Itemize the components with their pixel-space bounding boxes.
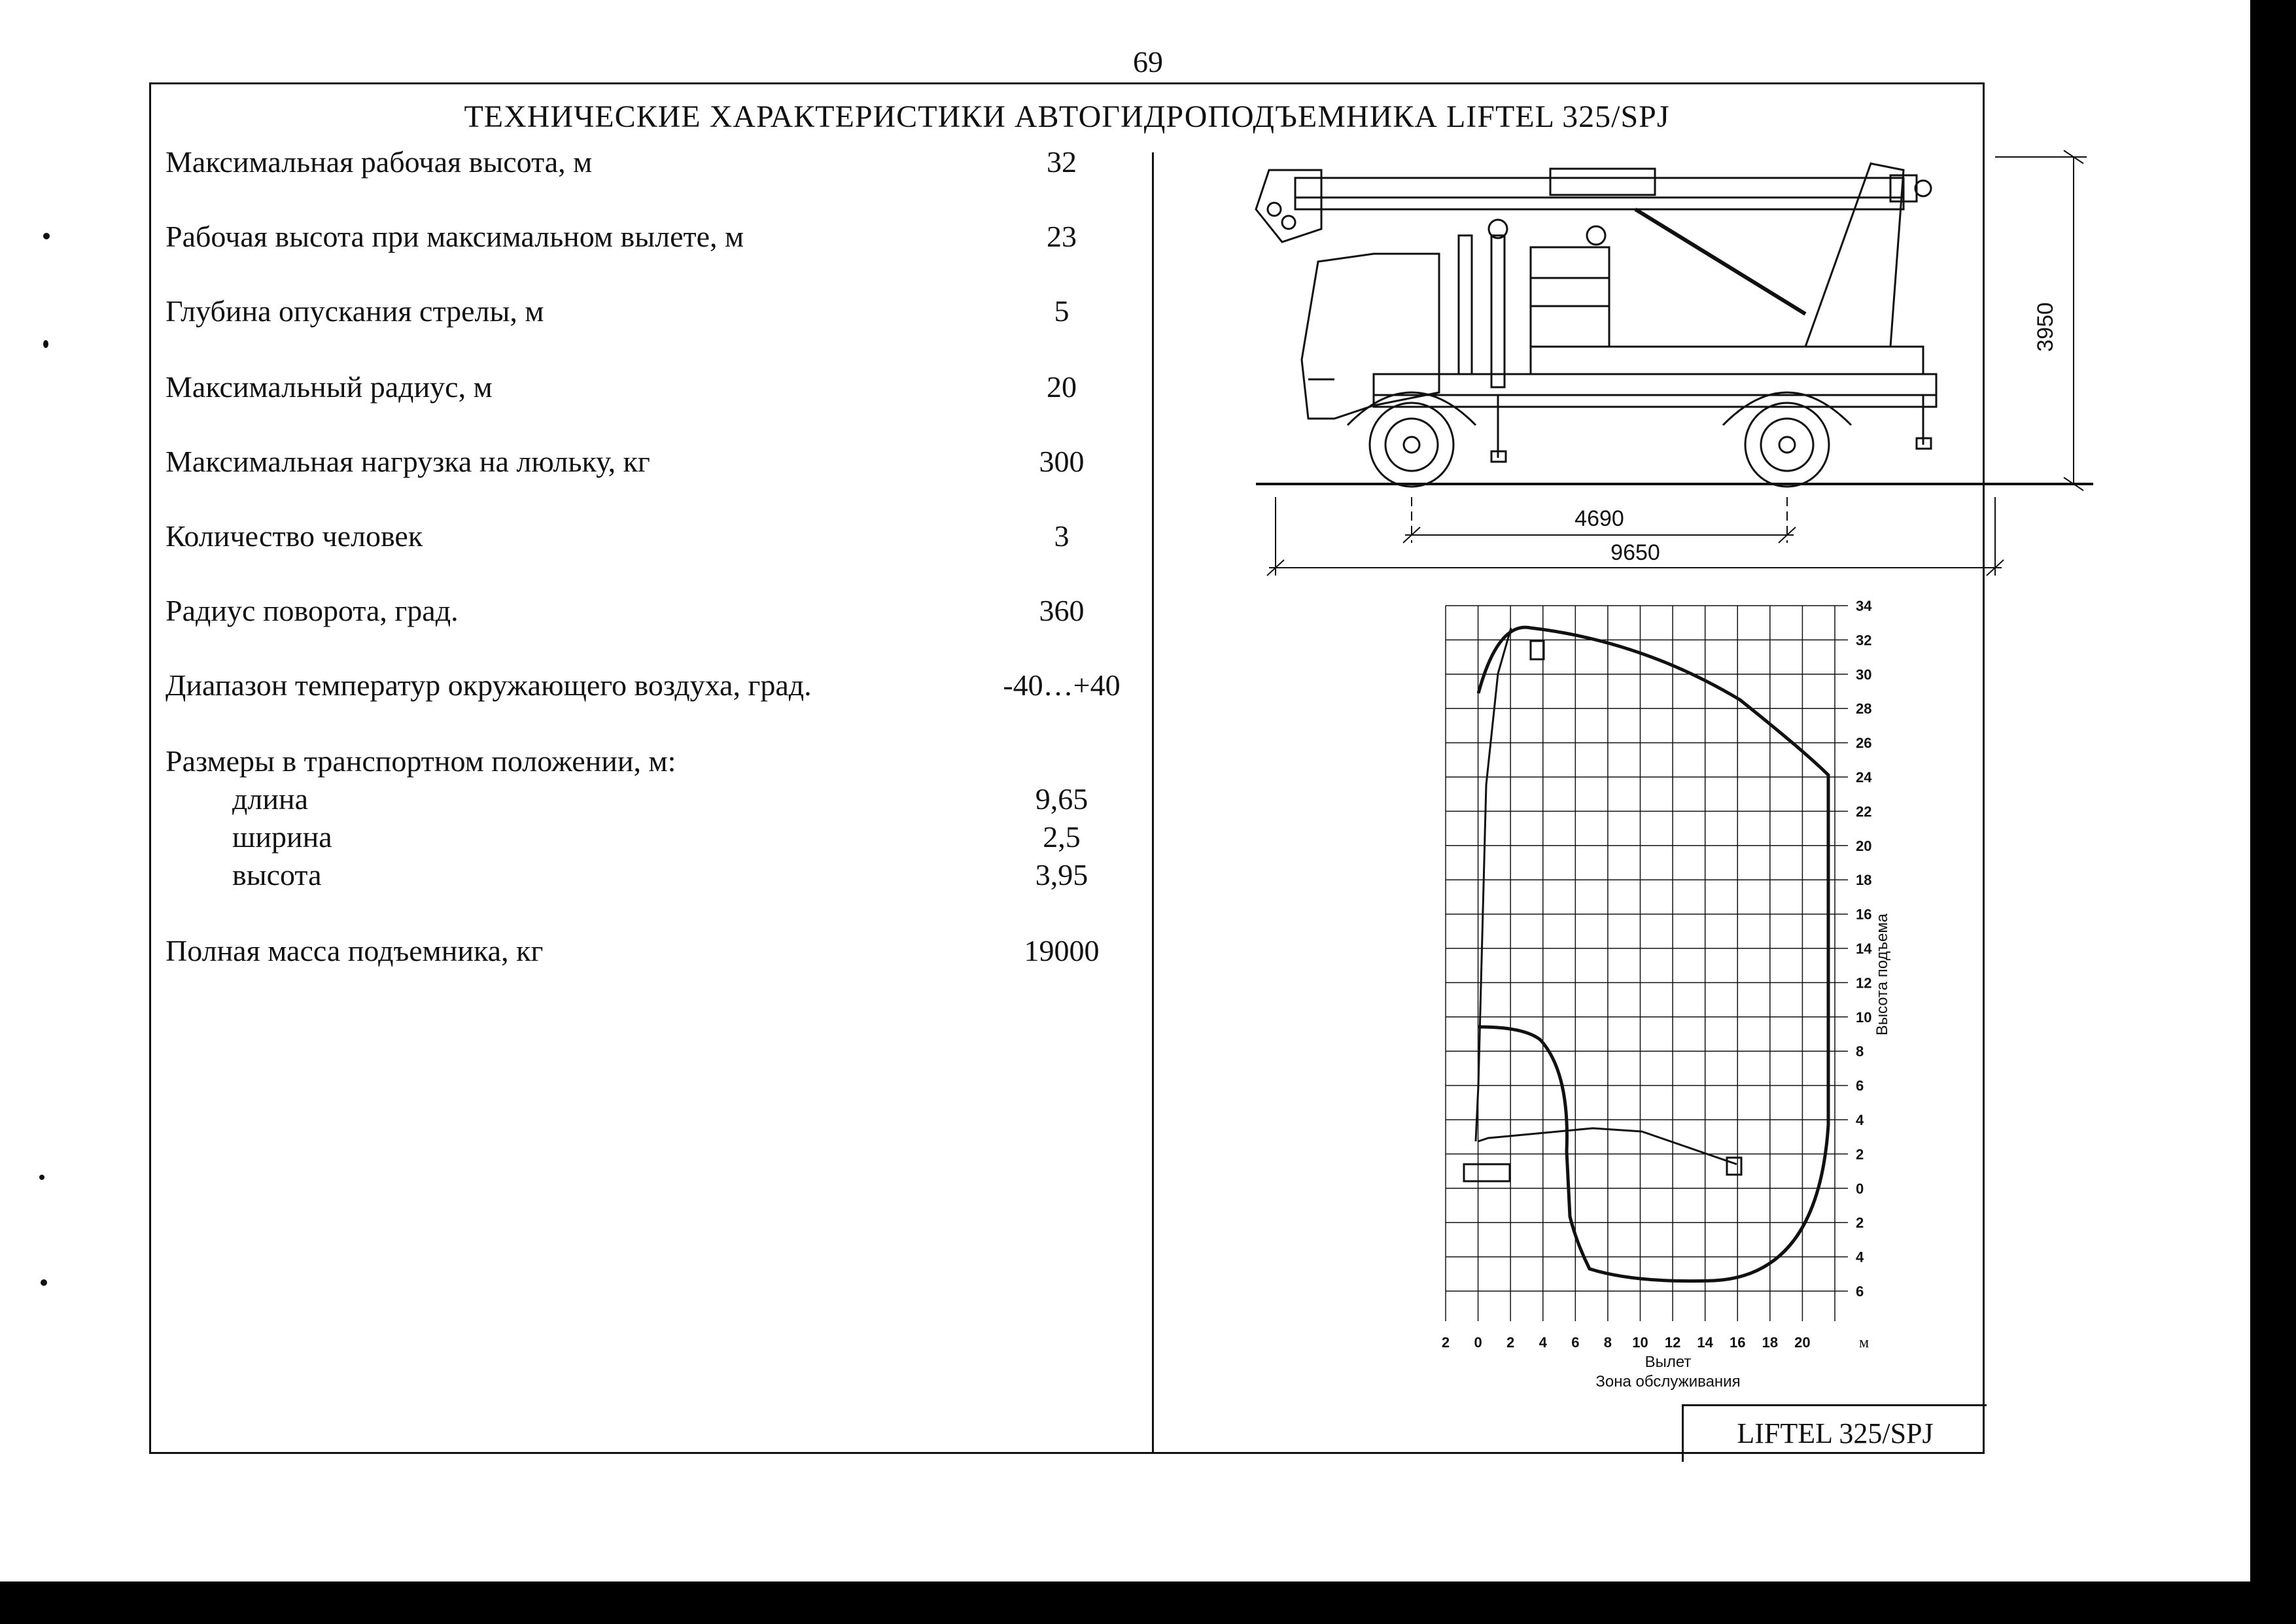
dim-length-label: 9650 — [1610, 540, 1660, 565]
x-tick-label: 18 — [1762, 1334, 1779, 1351]
y-tick-label: 26 — [1856, 734, 1872, 752]
spec-label: Полная масса подъемника, кг — [165, 934, 544, 967]
y-tick-label: 22 — [1856, 803, 1872, 820]
x-tick-label: 20 — [1794, 1334, 1811, 1351]
chart-y-axis-label: Высота подъема — [1873, 913, 1891, 1036]
y-tick-label: 14 — [1856, 941, 1872, 957]
y-tick-label: 20 — [1856, 837, 1872, 854]
chart-x-ticks — [1442, 1334, 1811, 1351]
y-tick-label: 0 — [1856, 1180, 1864, 1197]
spec-value: 360 — [1039, 594, 1085, 627]
spec-row — [165, 820, 1147, 859]
y-tick-label: 10 — [1856, 1009, 1872, 1026]
boom-positions — [1464, 628, 1741, 1181]
y-tick-label: 28 — [1856, 700, 1872, 717]
chart-y-ticks — [1856, 598, 1872, 1300]
spec-row — [165, 219, 1147, 258]
model-logo-text: LIFTEL 325/SPJ — [1737, 1417, 1934, 1449]
spec-row — [165, 782, 1147, 821]
y-tick-label: 32 — [1856, 632, 1872, 649]
spec-label: ширина — [232, 820, 332, 854]
scan-speck — [43, 340, 48, 348]
x-tick-label: 14 — [1697, 1334, 1713, 1351]
chart-grid — [1446, 606, 1848, 1321]
spec-value: 23 — [1047, 220, 1077, 253]
transport-heading-row — [165, 744, 1147, 783]
spec-row — [165, 668, 1147, 707]
spec-row — [165, 294, 1147, 333]
y-tick-label: 12 — [1856, 975, 1872, 992]
column-divider — [1152, 152, 1154, 1454]
spec-value: 3 — [1054, 519, 1070, 553]
scan-speck — [39, 1175, 44, 1180]
spec-row — [165, 370, 1147, 409]
spec-value: 5 — [1054, 294, 1070, 328]
spec-label: Максимальная нагрузка на люльку, кг — [165, 445, 650, 478]
spec-row — [165, 519, 1147, 558]
y-tick-label: 16 — [1856, 906, 1872, 923]
y-tick-label: 30 — [1856, 666, 1872, 683]
y-tick-label: 4 — [1856, 1249, 1864, 1266]
spec-row — [165, 145, 1147, 184]
spec-row — [165, 444, 1147, 483]
y-tick-label: 2 — [1856, 1146, 1864, 1163]
x-tick-label: 8 — [1603, 1334, 1612, 1351]
model-logo-box — [1682, 1404, 1987, 1462]
x-tick-label: 4 — [1539, 1334, 1547, 1351]
spec-label: Максимальный радиус, м — [165, 370, 493, 404]
scan-speck — [41, 1279, 47, 1286]
chart-x-axis-label: Вылет — [1644, 1353, 1692, 1371]
spec-value: 2,5 — [1043, 820, 1081, 854]
spec-label: Глубина опускания стрелы, м — [165, 294, 544, 328]
x-tick-label: 2 — [1506, 1334, 1515, 1351]
y-tick-label: 6 — [1856, 1077, 1864, 1094]
spec-row — [165, 593, 1147, 632]
spec-label: Радиус поворота, град. — [165, 594, 459, 627]
work-zone-chart — [1426, 589, 1910, 1406]
y-tick-label: 18 — [1856, 872, 1872, 889]
page-title: ТЕХНИЧЕСКИЕ ХАРАКТЕРИСТИКИ АВТОГИДРОПОДЪЕМНИКА LIFTEL 325/SPJ — [464, 99, 1670, 134]
spec-value: 20 — [1047, 370, 1077, 404]
x-tick-label: 12 — [1664, 1334, 1681, 1351]
dim-wheelbase-label: 4690 — [1574, 506, 1624, 531]
y-tick-label: 6 — [1856, 1283, 1864, 1300]
dim-height-label: 3950 — [2033, 302, 2058, 352]
scan-speck — [43, 233, 50, 239]
x-tick-label: 16 — [1730, 1334, 1746, 1351]
chart-x-unit: м — [1859, 1334, 1870, 1351]
scan-border-bottom — [0, 1581, 2296, 1624]
y-tick-label: 2 — [1856, 1215, 1864, 1232]
spec-label: Максимальная рабочая высота, м — [165, 145, 593, 179]
truck-outline — [1256, 164, 2093, 487]
transport-heading: Размеры в транспортном положении, м: — [165, 744, 676, 778]
spec-value: 300 — [1039, 445, 1085, 478]
x-tick-label: 0 — [1474, 1334, 1482, 1351]
spec-label: Количество человек — [165, 519, 423, 553]
spec-value: 32 — [1047, 145, 1077, 179]
spec-value: 19000 — [1024, 934, 1100, 967]
work-zone-envelope — [1478, 627, 1828, 1281]
spec-value: 3,95 — [1035, 858, 1088, 891]
spec-label: длина — [232, 782, 309, 816]
y-tick-label: 8 — [1856, 1043, 1864, 1060]
x-tick-label: 10 — [1632, 1334, 1648, 1351]
y-tick-label: 34 — [1856, 598, 1872, 614]
spec-label: Рабочая высота при максимальном вылете, м — [165, 220, 744, 253]
spec-label: высота — [232, 858, 322, 891]
spec-value: 9,65 — [1035, 782, 1088, 816]
scan-border-right — [2250, 0, 2296, 1624]
x-tick-label: 6 — [1571, 1334, 1580, 1351]
y-tick-label: 4 — [1856, 1112, 1864, 1128]
truck-side-view-drawing — [1243, 144, 2106, 589]
x-tick-label: 2 — [1441, 1334, 1450, 1351]
spec-row — [165, 933, 1147, 973]
dimension-lines — [1267, 150, 2087, 576]
y-tick-label: 24 — [1856, 769, 1872, 786]
spec-value: -40…+40 — [1003, 668, 1121, 702]
spec-label: Диапазон температур окружающего воздуха, град. — [165, 668, 812, 702]
chart-caption: Зона обслуживания — [1595, 1373, 1741, 1391]
spec-row — [165, 857, 1147, 897]
page-number: 69 — [1133, 45, 1163, 78]
